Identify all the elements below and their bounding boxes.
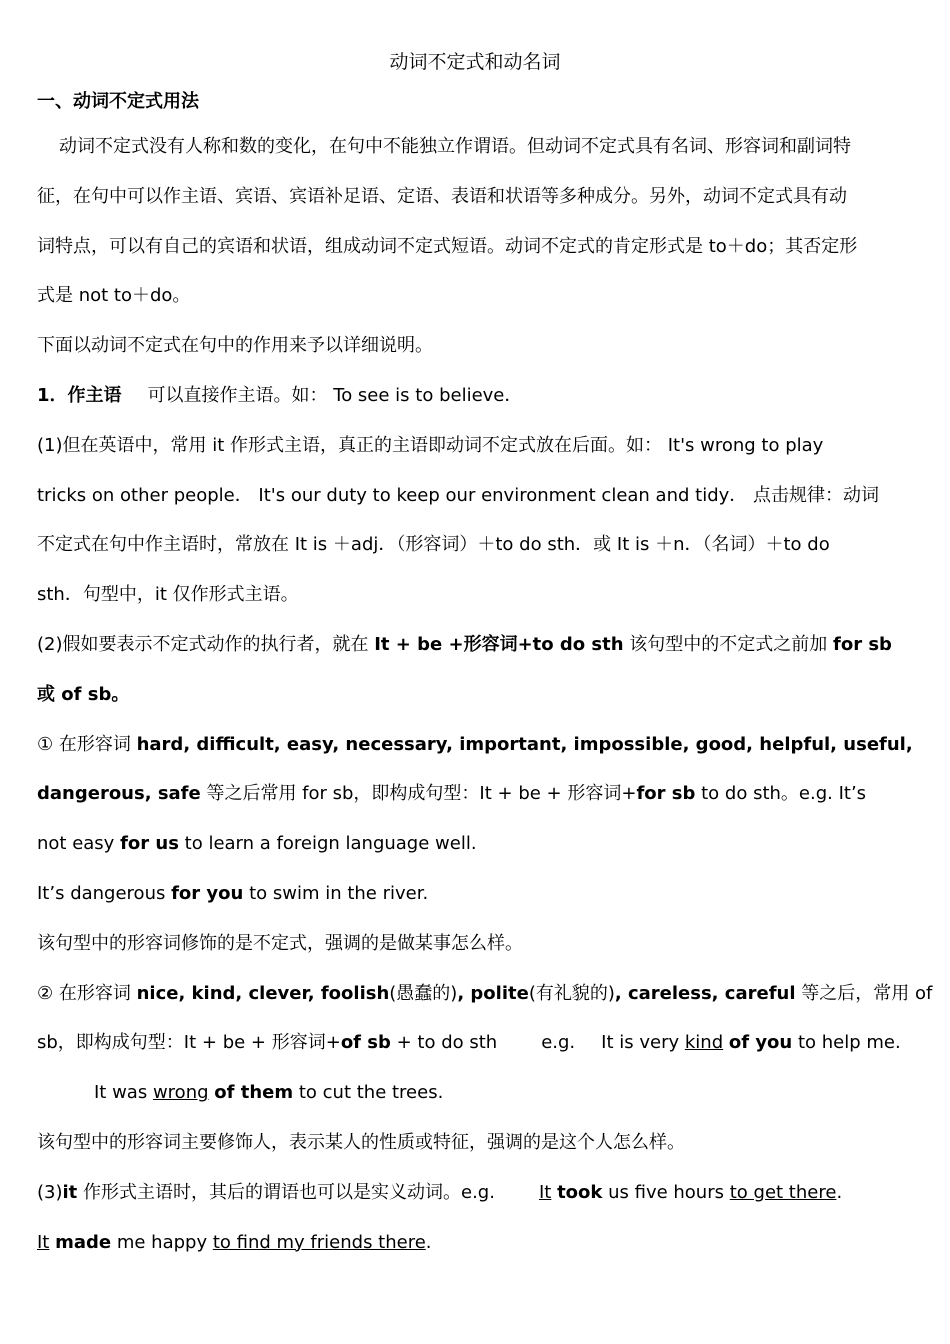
- text-run: to cut the trees.: [293, 1082, 444, 1104]
- text-run: 等之后，常用 of: [795, 982, 933, 1004]
- rule-line: [37, 620, 913, 670]
- rule-line: sth．句型中，it 仅作形式主语。: [37, 584, 299, 606]
- underlined-run: It: [538, 1181, 552, 1203]
- bold-run: it: [62, 1181, 78, 1203]
- bold-run: dangerous, safe: [37, 783, 201, 805]
- text-run: ② 在形容词: [37, 982, 137, 1004]
- bold-run: , careless, careful: [614, 982, 796, 1004]
- text-run: It was: [94, 1082, 153, 1104]
- text-run: It’s dangerous: [37, 882, 172, 904]
- text-run: (2)假如要表示不定式动作的执行者，就在: [37, 633, 375, 655]
- text-run: It is very: [601, 1032, 685, 1054]
- note-line: 该句型中的形容词主要修饰人，表示某人的性质或特征，强调的是这个人怎么样。: [37, 1131, 685, 1153]
- text-run: .: [836, 1181, 843, 1203]
- document-page: [37, 42, 933, 1267]
- page-title: 动词不定式和动名词: [389, 51, 561, 73]
- bold-run: of sb: [340, 1032, 391, 1054]
- example-line: [37, 1218, 913, 1268]
- text-run: e.g.: [541, 1032, 576, 1054]
- text-run: 该句型中的不定式之前加: [623, 633, 833, 655]
- bold-run: It + be +形容词+to do sth: [374, 633, 624, 655]
- rule-line: tricks on other people． It's our duty to keep our environment clean and tidy． 点击规律：动词: [37, 484, 879, 506]
- bold-run: nice, kind, clever, foolish: [136, 982, 390, 1004]
- section-heading-text: 一、动词不定式用法: [37, 91, 199, 112]
- text-run: us five hours: [602, 1181, 730, 1203]
- rule-line: [37, 1168, 913, 1218]
- paragraph-line: 词特点，可以有自己的宾语和状语，组成动词不定式短语。动词不定式的肯定形式是 to＋do；其否定形: [37, 235, 858, 257]
- bold-run: of them: [214, 1082, 294, 1104]
- case-line: [37, 819, 913, 869]
- text-run: sb，即构成句型：It + be + 形容词+: [37, 1032, 341, 1054]
- bold-run: for sb: [636, 783, 696, 805]
- paragraph-line: 征，在句中可以作主语、宾语、宾语补足语、定语、表语和状语等多种成分。另外，动词不定式具有动: [37, 185, 847, 207]
- case-line: [37, 969, 933, 1019]
- case-line: [37, 769, 913, 819]
- text-run: (有礼貌的): [528, 982, 615, 1004]
- text-run: 等之后常用 for sb，即构成句型：It + be + 形容词+: [200, 783, 637, 805]
- underlined-run: kind: [684, 1032, 724, 1054]
- bold-run: for sb: [833, 633, 892, 655]
- text-run: (愚蠢的): [389, 982, 458, 1004]
- subsection-heading: [37, 371, 913, 421]
- bold-run: for us: [120, 833, 179, 855]
- underlined-run: to find my friends there: [212, 1231, 426, 1253]
- text-run: ① 在形容词: [37, 733, 137, 755]
- text-run: .: [425, 1231, 432, 1253]
- text-run: 作形式主语时，其后的谓语也可以是实义动词。e.g.: [77, 1181, 495, 1203]
- text-run: not easy: [37, 833, 121, 855]
- underlined-run: wrong: [152, 1082, 209, 1104]
- bold-run: , polite: [457, 982, 529, 1004]
- bold-run: for you: [171, 882, 244, 904]
- rule-line: [37, 670, 913, 720]
- subsection-label: 1．作主语: [37, 384, 122, 406]
- case-line: [37, 1018, 913, 1068]
- text-run: to help me.: [792, 1032, 901, 1054]
- paragraph-line: 动词不定式没有人称和数的变化，在句中不能独立作谓语。但动词不定式具有名词、形容词和副词特: [59, 136, 851, 157]
- text-run: + to do sth: [390, 1032, 498, 1054]
- example-line: [37, 869, 913, 919]
- bold-run: made: [55, 1231, 112, 1253]
- paragraph-line: 式是 not to＋do。: [37, 285, 191, 307]
- underlined-run: to get there: [729, 1181, 837, 1203]
- note-line: 该句型中的形容词修饰的是不定式，强调的是做某事怎么样。: [37, 932, 523, 954]
- rule-line: 不定式在句中作主语时，常放在 It is ＋adj．（形容词）＋to do sth．或 It is ＋n．（名词）＋to do: [37, 534, 830, 556]
- bold-run: hard, difficult, easy, necessary, important, impossible, good, helpful, useful,: [136, 733, 913, 755]
- paragraph-line: 下面以动词不定式在句中的作用来予以详细说明。: [37, 335, 433, 357]
- text-run: to learn a foreign language well.: [178, 833, 477, 855]
- bold-run: of you: [728, 1032, 793, 1054]
- example-line: [37, 1068, 913, 1118]
- rule-line: (1)但在英语中，常用 it 作形式主语，真正的主语即动词不定式放在后面。如： It's wrong to play: [37, 434, 824, 456]
- bold-run: took: [557, 1181, 603, 1203]
- subsection-text: 可以直接作主语。如： To see is to believe．: [147, 384, 523, 406]
- text-run: to swim in the river.: [243, 882, 429, 904]
- section-heading: [37, 82, 913, 122]
- text-run: to do sth。e.g. It’s: [695, 783, 867, 805]
- text-run: me happy: [111, 1231, 213, 1253]
- underlined-run: It: [37, 1231, 50, 1253]
- bold-run: 或 of sb。: [37, 683, 130, 705]
- text-run: (3): [37, 1181, 63, 1203]
- case-line: [37, 720, 913, 770]
